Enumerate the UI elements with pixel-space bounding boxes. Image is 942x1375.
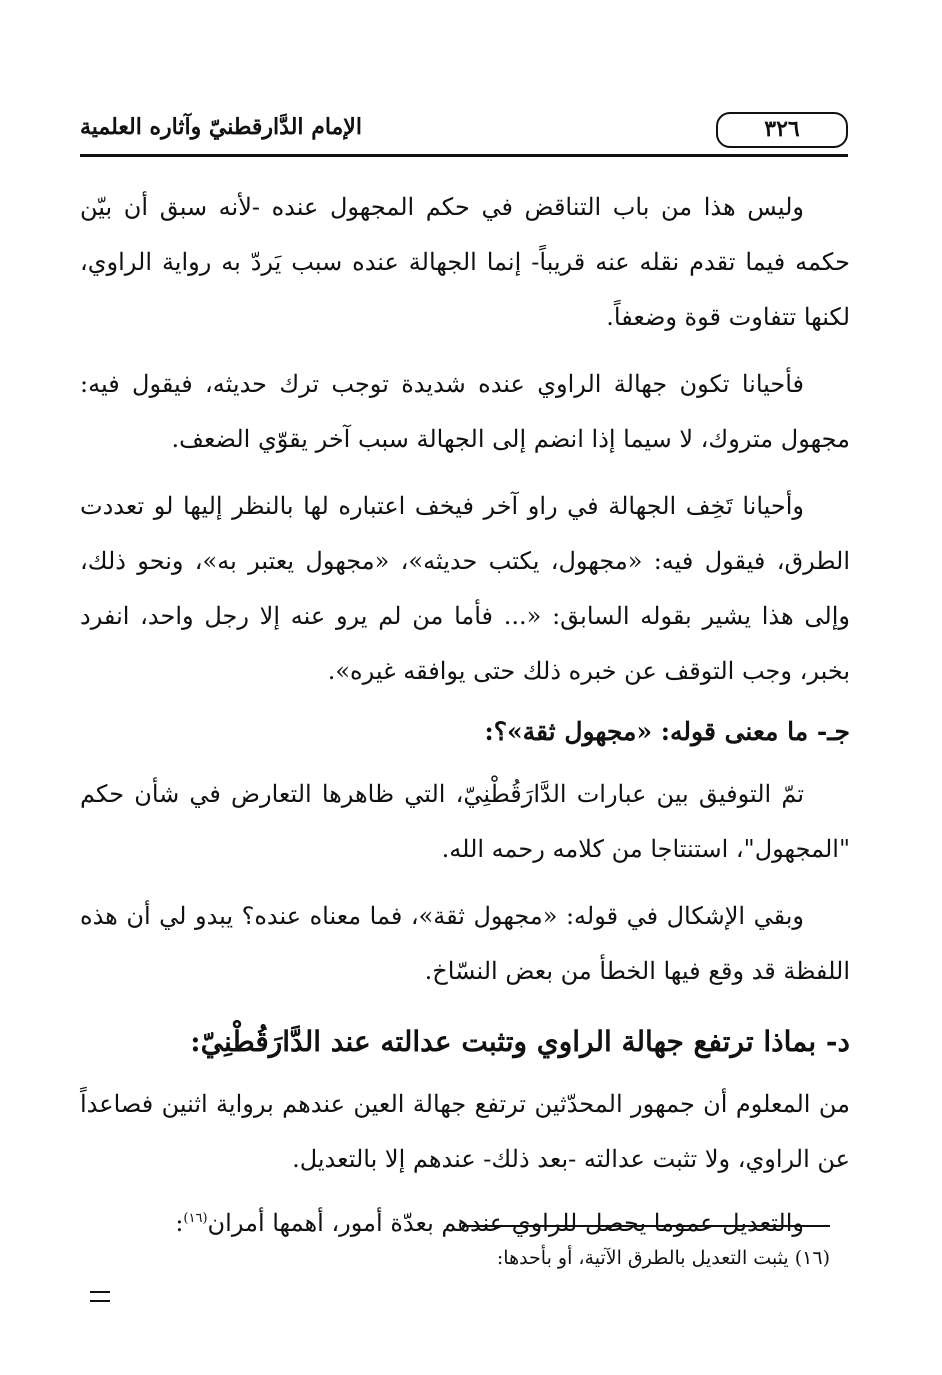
paragraph-3: وأحيانا تَخِف الجهالة في راو آخر فيخف اعتباره لها بالنظر إليها لو تعددت الطرق، فيقول فيه: «مجهول، يكتب حديثه»، «مجهول يعتبر به»، ونحو ذلك، وإلى هذا يشير بقوله السابق: «... فأما من لم يرو عنه إلا رجل واحد، انفرد بخبر، وجب التوقف عن خبره ذلك حتى يوافقه غيره».	[80, 492, 850, 685]
paragraph-1: وليس هذا من باب التناقض في حكم المجهول عنده -لأنه سبق أن بيّن حكمه فيما تقدم نقله عنه قريباً- إنما الجهالة عنده سبب يَردّ به رواية الراوي، لكنها تتفاوت قوة وضعفاً.	[80, 193, 850, 331]
paragraph-5: وبقي الإشكال في قوله: «مجهول ثقة»، فما معناه عنده؟ يبدو لي أن هذه اللفظة قد وقع فيها الخطأ من بعض النسّاخ.	[80, 902, 850, 985]
page-mark	[90, 1291, 110, 1302]
section-heading-d: د- بماذا ترتفع جهالة الراوي وتثبت عدالته عند الدَّارَقُطْنِيّ:	[190, 1025, 850, 1058]
page-number: ٣٢٦	[716, 112, 848, 148]
footnote-ref: (١٦)	[183, 1211, 208, 1226]
paragraph-2: فأحيانا تكون جهالة الراوي عنده شديدة توجب ترك حديثه، فيقول فيه: مجهول متروك، لا سيما إذا انضم إلى الجهالة سبب آخر يقوّي الضعف.	[80, 370, 850, 453]
book-title: الإمام الدَّارقطنيّ وآثاره العلمية	[80, 114, 362, 140]
footnote-divider	[462, 1225, 830, 1227]
page-header	[80, 112, 848, 157]
paragraph-7-end: :	[175, 1209, 184, 1237]
footnote: (١٦) يثبت التعديل بالطرق الآتية، أو بأحدها:	[496, 1247, 830, 1269]
section-heading-j-text: جـ- ما معنى قوله: «مجهول ثقة»؟:	[484, 717, 850, 746]
body-text	[80, 180, 850, 1263]
paragraph-4: تمّ التوفيق بين عبارات الدَّارَقُطْنِيّ، التي ظاهرها التعارض في شأن حكم "المجهول"، استنتاجا من كلامه رحمه الله.	[80, 780, 850, 863]
paragraph-7-text: والتعديل عموما يحصل للراوي عندهم بعدّة أمور، أهمها أمران	[207, 1209, 804, 1237]
paragraph-6: من المعلوم أن جمهور المحدّثين ترتفع جهالة العين عندهم برواية اثنين فصاعداً عن الراوي، ولا تثبت عدالته -بعد ذلك- عندهم إلا بالتعديل.	[80, 1090, 850, 1173]
section-heading-j	[80, 703, 850, 761]
